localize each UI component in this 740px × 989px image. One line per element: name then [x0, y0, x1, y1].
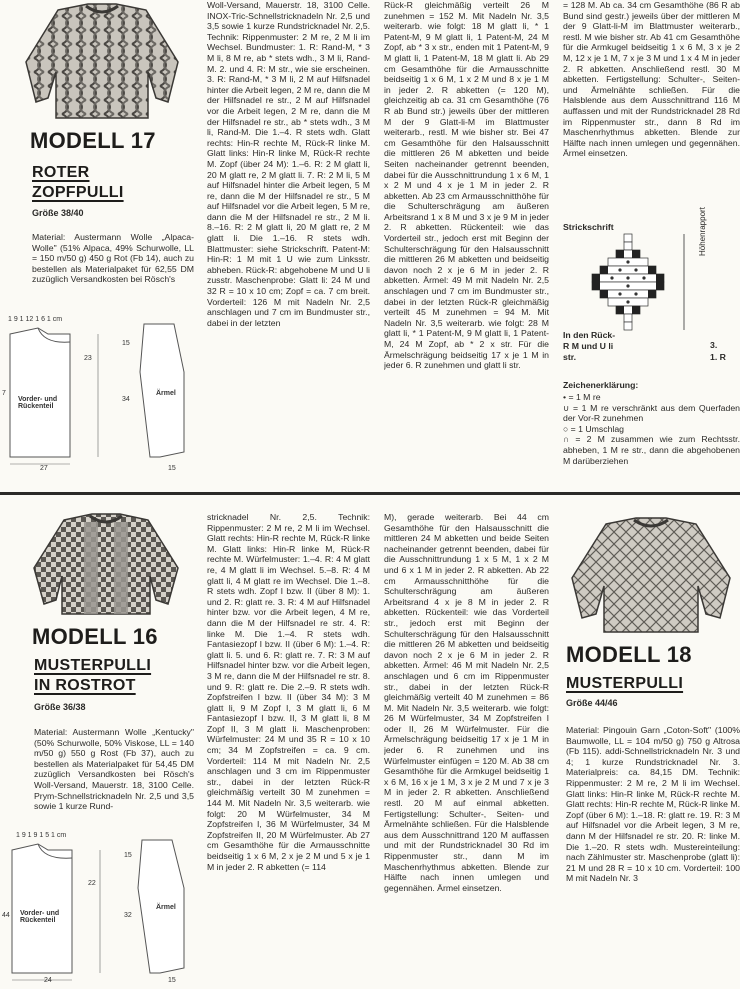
legend-title: Zeichenerklärung: [563, 380, 639, 390]
sweater-16-illustration [26, 512, 186, 617]
legend-item-1: • = 1 M re [563, 392, 601, 402]
chart-height-repeat-label: Höhenrapport [698, 207, 707, 256]
schematic-16-top-measure: 1 9 1 9 1 5 1 cm [16, 832, 67, 839]
model-17-column-2: Woll-Versand, Mauerstr. 18, 3100 Celle. INOX-Tric-Schnellstricknadeln Nr. 2,5 und 3,5 sowie 1 kurze Rundstricknadel Nr. 2,5. Technik: Rippenmuster: 2 M re, 2 M li im Wechsel. Bundmuster: 1. R: Rand-M, * 3 M li, 8 M re, ab * stets wdh., 3 M li, Rand-M. 2. und 4. R: M str., wie sie erscheinen. 3. R: Rand-M, * 3 M li, 2 M auf Hilfsnadel hinter die Arbeit legen, 2 M re, dann die M der Hilfsnadel re str., 2 M auf Hilfsnadel vor die Arbeit legen, 2 M re, dann die M der Hilfsnadel re str., ab * stets wdh., 3 M li, Rand-M. Die 1.–4. R stets wdh. Glatt rechts: Hin-R rechte M, Rück-R linke M. Glatt links: Hin-R linke M, Rück-R rechte M. Zopf (über 24 M): 1.–6. R: 2 M glatt li, 20 M glatt re, 2 M glatt li. 7. R: 2 M li, 5 M auf Hilfsnadel hinter die Arbeit legen, 5 M re, dann die M der Hilfsnadel re str., 5 M auf Hilfsnadel vor die Arbeit legen, 5 M re, dann die M der Hilfsnadel re str., 2 M li. 8.–16. R: 2 M glatt li, 20 M glatt re, 2 M glatt li. Die 1.–16. R stets wdh. Blattmuster: siehe Strickschrift. Patent-M: Hin-R: 1 M mit 1 U wie zum Linksstr. abheben. Rück-R: abgehobene M und U li zusstr. Maschenprobe: Glatt li: 24 M und 32 R = 10 x 10 cm; Zopf = ca. 7 cm breit. Vorderteil: 126 M mit Nadeln Nr. 2,5 anschlagen und 7 cm im Bundmuster str., dabei in der letzten [207, 0, 370, 328]
schematic-16-front-label: Vorder- und Rückenteil [20, 910, 60, 924]
schematic-16-sleeve-label: Ärmel [156, 904, 176, 911]
model-16-size: Größe 36/38 [34, 702, 86, 712]
schematic-16-side: 44 [2, 912, 10, 919]
model-17-material: Material: Austermann Wolle „Alpaca-Wolle" (51% Alpaca, 49% Schurwolle, LL = 150 m/50 g) 450 g Rot (Fb 14), auch zu bestellen als Materialpaket für 62,55 DM zuzüglich Versandkosten bei Rösch's [32, 232, 194, 285]
schematic-17-sleeve-height: 34 [122, 396, 130, 403]
model-16-column-3: M), gerade weiterarb. Bei 44 cm Gesamthöhe für den Halsausschnitt die mittleren 24 M abketten und beide Seiten nacheinander getrennt beenden, dabei für die Ausschnittrundung 1 x 5 M, 1 x 2 M und 6 x 1 M in jeder 2. R abketten. Ab 22 cm Armausschnitthöhe für die Schulterschrägung am äußeren Arbeitsrand 4 x je 8 M in jeder 2. R abketten. Rückenteil: wie das Vorderteil str., jedoch erst mit Beginn der Schulterschrägung für den Halsausschnitt die mittleren 26 M abketten und beidseitig davon noch 2 x je 6 M in jeder 2. R abketten. Ärmel: 46 M mit Nadeln Nr. 2,5 anschlagen und 6 cm im Rippenmuster str., dabei in der letzten Rück-R gleichmäßig verteilt 40 M zunehmen = 86 M. Mit Nadeln Nr. 3,5 weiterarb. wie folgt: 26 M Würfelmuster, 34 M Zopfstreifen I oder II, 26 M Würfelmuster. Für die Ärmelschrägung beidseitig 17 x je 1 M in jeder 6. R zunehmen und ins Würfelmuster einfügen = 120 M. Ab 38 cm Gesamthöhe für die Armkugel beidseitig 1 x 6 M, 16 x je 1 M, 3 x je 2 M und 7 x je 3 M in jeder 2. R abketten. Anschließend restl. 20 M auf einmal abketten. Fertigstellung: Schulter-, Seiten- und Ärmelnähte schließen. Für die Halsblende aus dem Ausschnittrand 120 M auffassen und mit der Rundstricknadel 30 Rd im Rippenmuster str., dann M im Maschenrhythmus abketten. Blende zur Hälfte nach innen umlegen und gegennähen. Ärmel einsetzen. [384, 512, 549, 893]
schematic-17-height: 23 [84, 355, 92, 362]
schematic-16-sleeve-height: 32 [124, 912, 132, 919]
legend-item-4: ∩ = 2 M zusammen wie zum Rechtsstr. abheben, 1 M re str., dann die abgehobenen M darüberziehen [563, 434, 740, 466]
chart-row-3: 3. [710, 340, 718, 350]
model-16-subtitle-1: MUSTERPULLI [34, 657, 152, 674]
model-17-subtitle-1: ROTER [32, 164, 90, 181]
chart-rows-note: In den Rück-R M und U li str. [563, 330, 616, 362]
legend-item-2: ∪ = 1 M re verschränkt aus dem Querfaden der Vor-R zunehmen [563, 402, 740, 424]
chart-row-1: 1. R [710, 352, 726, 362]
model-17-subtitle-2: ZOPFPULLI [32, 184, 124, 201]
model-16-title: MODELL 16 [32, 624, 158, 649]
schematic-17-front-label: Vorder- und Rückenteil [18, 396, 58, 410]
model-17-column-4: = 128 M. Ab ca. 34 cm Gesamthöhe (86 R ab Bund sind gestr.) jeweils über der mittleren M der 9 Glatt-li-M im Blattmuster weiterarb., restl. M wie bisher str. Ab 41 cm Gesamthöhe für die Armkugel beidseitig 1 x 6 M, 3 x je 2 M, 12 x je 1 M, 7 x je 3 M und 1 x 4 M in jeder 2. R abketten. Anschließend restl. 30 M abketten. Fertigstellung: Schulter-, Seiten- und Ärmelnähte schließen. Für die Halsblende aus dem Ausschnittrand 116 M auffassen und mit der Rundstricknadel 28 Rd im Rippenmuster str., dann 8 Rd im Maschenrhythmus abketten. Blende zur Hälfte nach innen umlegen und gegennähen. Ärmel einsetzen. [563, 0, 740, 159]
model-18-size: Größe 44/46 [566, 698, 618, 708]
schematic-17-sleeve-label: Ärmel [156, 390, 176, 397]
sweater-17-illustration [18, 2, 186, 122]
model-17-size: Größe 38/40 [32, 208, 84, 218]
section-divider [0, 492, 740, 495]
schematic-16-height: 22 [88, 880, 96, 887]
schematic-17-side: 7 [2, 390, 6, 397]
schematic-17-width: 27 [40, 465, 48, 472]
schematic-17-sleeve-bottom: 15 [168, 465, 176, 472]
model-18-column: Material: Pingouin Garn „Coton-Soft" (100% Baumwolle, LL = 104 m/50 g) 750 g Altrosa (Fb 115). addi-Schnellstricknadeln Nr. 3 und 4; 1 kurze Rundstricknadel Nr. 3. Materialpreis: ca. 84,15 DM. Technik: Rippenmuster: 2 M re, 2 M li im Wechsel. Glatt links: Hin-R linke M, Rück-R rechte M. Glatt rechts: Hin-R rechte M, Rück-R linke M. Zopf (über 6 M): 1.–18. R: glatt re. 19. R: 3 M auf Hilfsnadel vor die Arbeit legen, 3 M re, dann M der Hilfsnadel re str. 20. R: linke M. Die 1.–20. R stets wdh. Mustereinteilung: nach Zählmuster str. Maschenprobe (glatt li): 21 M und 28 R = 10 x 10 cm. Vorderteil: 100 M mit Nadeln Nr. 3 [566, 725, 740, 884]
schematic-16-sleeve-bottom: 15 [168, 977, 176, 984]
model-17-title: MODELL 17 [30, 128, 156, 153]
legend-item-3: ○ = 1 Umschlag [563, 423, 625, 434]
schematic-17-rib: 15 [122, 340, 130, 347]
schematic-16-width: 24 [44, 977, 52, 984]
sweater-18-illustration [566, 514, 736, 634]
legend-list [563, 392, 740, 478]
model-16-material: Material: Austermann Wolle „Kentucky" (50% Schurwolle, 50% Viskose, LL = 140 m/50 g) 550 g Rost (Fb 37), auch zu bestellen als Materialpaket für 54,45 DM zuzüglich Versandkosten bei Rösch's Woll-Versand, Mauerstr. 18, 3100 Celle. Prym-Schnellstricknadeln Nr. 2,5 und 3,5 sowie 1 kurze Rund- [34, 727, 194, 812]
model-17-column-3: Rück-R gleichmäßig verteilt 26 M zunehmen = 152 M. Mit Nadeln Nr. 3,5 weiterarb. wie folgt: 18 M glatt li, * 1 Patent-M, 9 M glatt li, 1 Patent-M, 24 M Zopf, ab * 3 x str., enden mit 1 Patent-M, 9 M glatt li, 1 Patent-M, 18 M glatt li. Ab 29 cm Gesamthöhe für die Armausschnitte beidseitig 1 x 6 M, 1 x 2 M und 8 x je 1 M in jeder 2. R abketten (= 120 M), gleichzeitig ab ca. 31 cm Gesamthöhe (76 R ab Bund str.) jeweils über der mittleren M der 9 Glatt-li-M im Blattmuster weiterarb., restl. M wie bisher str. Bei 47 cm Gesamthöhe für den Halsausschnitt die mittleren 26 M abketten und beide Seiten nacheinander getrennt beenden, dabei für die Ausschnittrundung 1 x 6 M, 1 x 2 M und 4 x je 1 M in jeder 2. R abketten. Ab 23 cm Armausschnitthöhe für die Schulterschrägung am äußeren Arbeitsrand 1 x 8 M und 3 x je 9 M in jeder 2. R abketten. Rückenteil: wie das Vorderteil str., jedoch erst mit Beginn der Schulterschrägung für den Halsausschnitt die mittleren 26 M abketten und beidseitig davon noch 2 x je 6 M in jeder 2. R abketten. Ärmel: 49 M mit Nadeln Nr. 2,5 anschlagen und 7 cm im Bundmuster str., dabei in der letzten Rück-R gleichmäßig verteilt 45 M zunehmen = 94 M. Mit Nadeln Nr. 3,5 weiterarb. wie folgt: 28 M glatt li, * 1 Patent-M, 9 M glatt li, 1 Patent-M, 24 M Zopf, ab * 2 x str. Für die Ärmelschrägung beidseitig 17 x je 1 M in jeder 6. R zunehmen und glatt li str. [384, 0, 549, 371]
model-18-subtitle: MUSTERPULLI [566, 675, 684, 692]
model-16-column-2: stricknadel Nr. 2,5. Technik: Rippenmuster: 2 M re, 2 M li im Wechsel. Glatt rechts: Hin-R rechte M, Rück-R linke M. Glatt links: Hin-R linke M, Rück-R rechte M. Würfelmuster: 1.–4. R: 4 M glatt re, 4 M glatt li im Wechsel. 5.–8. R: 4 M glatt li, 4 M glatt re im Wechsel. Die 1.–8. R stets wdh. Zopf I bzw. II (über 8 M): 1. und 2. R: glatt re. 3. R: 4 M auf Hilfsnadel hinter bzw. vor die Arbeit legen, 4 M re, dann die M der Hilfsnadel re str. 4. R: linke M. Die 1.–4. R stets wdh. Fantasiezopf I bzw. II (über 6 M): 1.–4. R: glatt li. 5. und 6. R: glatt re. 7. R: 3 M auf Hilfsnadel hinter bzw. vor die Arbeit legen, 3 M re, dann die M der Hilfsnadel re str. 8. und 9. R: glatt re. Die 2.–9. R stets wdh. Zopfstreifen I bzw. II (über 34 M): 3 M glatt li, 9 M Zopf I, 3 M glatt li, 6 M Fantasiezopf I bzw. II, 3 M glatt li, 8 M Zopf II, 3 M glatt li. Maschenproben: Würfelmuster: 24 M und 35 R = 10 x 10 cm; 34 M Zopfstreifen = ca. 9 cm. Vorderteil: 114 M mit Nadeln Nr. 2,5 anschlagen und 3 cm im Rippenmuster str., dabei in der letzten Rück-R gleichmäßig verteilt 30 M zunehmen = 144 M. Mit Nadeln Nr. 3,5 weiterarb. wie folgt: 20 M Würfelmuster, 34 M Zopfstreifen I, 36 M Würfelmuster, 34 M Zopfstreifen II, 20 M Würfelmuster. Ab 27 cm Gesamthöhe für die Armausschnitte beidseitig 1 x 6 M, 2 x je 2 M und 5 x je 1 M in jeder 2. R abketten (= 114 [207, 512, 370, 872]
schematic-16-rib: 15 [124, 852, 132, 859]
model-16-subtitle-2: IN ROSTROT [34, 677, 136, 694]
schematic-17-top-measure: 1 9 1 12 1 6 1 cm [8, 316, 63, 323]
strickschrift-label: Strickschrift [563, 222, 614, 232]
model-18-title: MODELL 18 [566, 642, 692, 667]
